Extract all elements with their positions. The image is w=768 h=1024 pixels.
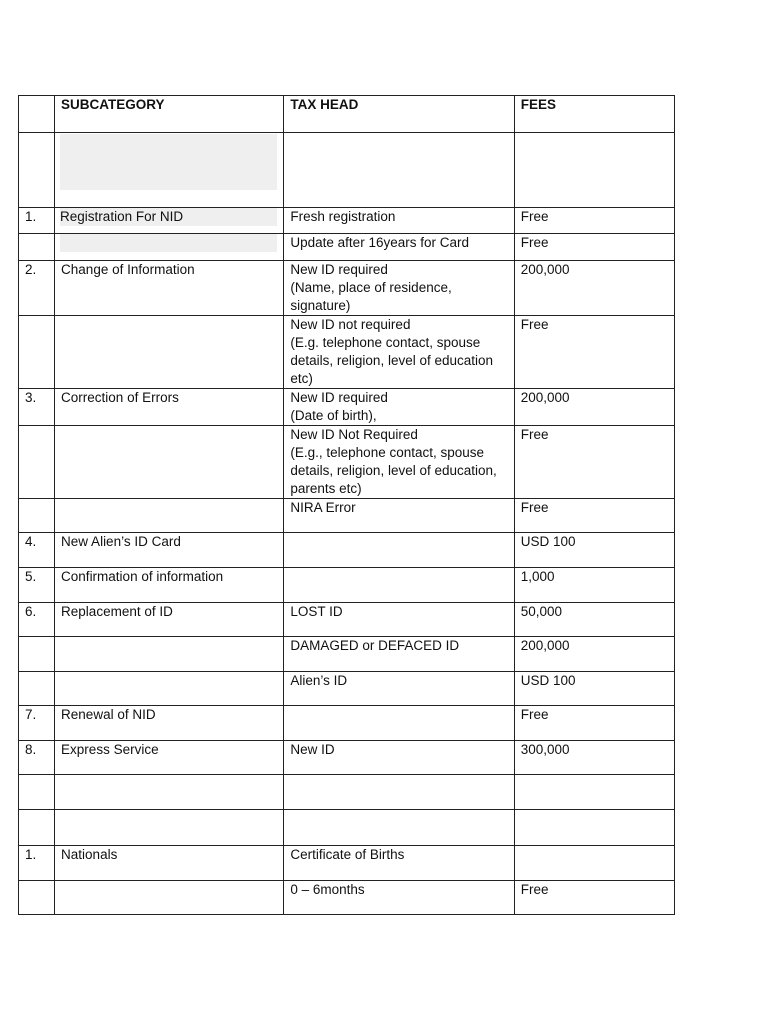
row-number: 4. — [19, 533, 55, 568]
tax-head-cell — [284, 133, 514, 208]
fee-cell: USD 100 — [514, 533, 674, 568]
subcategory-label: Registration For NID — [60, 208, 277, 226]
row-number: 5. — [19, 568, 55, 603]
tax-head-cell: Update after 16years for Card — [284, 234, 514, 261]
table-row — [19, 208, 675, 234]
table-row — [19, 637, 675, 672]
tax-head-cell — [284, 775, 514, 810]
section-heading-cell — [55, 133, 284, 208]
header-subcategory: SUBCATEGORY — [55, 96, 284, 133]
table-row — [19, 533, 675, 568]
fee-cell — [514, 810, 674, 846]
row-number: 2. — [19, 261, 55, 316]
subcategory-cell — [55, 426, 284, 499]
row-number — [19, 637, 55, 672]
row-number — [19, 775, 55, 810]
subcategory-cell: Change of Information — [55, 261, 284, 316]
row-number: 1. — [19, 846, 55, 881]
shaded-block — [60, 234, 277, 252]
fee-cell: 200,000 — [514, 637, 674, 672]
subcategory-cell: New Alien’s ID Card — [55, 533, 284, 568]
section-heading-cell — [55, 810, 284, 846]
fee-cell: Free — [514, 426, 674, 499]
row-number — [19, 881, 55, 915]
row-number — [19, 426, 55, 499]
tax-head-cell: 0 – 6months — [284, 881, 514, 915]
row-number — [19, 234, 55, 261]
row-number: 8. — [19, 741, 55, 775]
header-tax-head: TAX HEAD — [284, 96, 514, 133]
row-number: 1. — [19, 208, 55, 234]
subcategory-cell: Replacement of ID — [55, 603, 284, 637]
row-number — [19, 316, 55, 389]
table-row — [19, 741, 675, 775]
table-row — [19, 389, 675, 426]
table-row — [19, 775, 675, 810]
row-number — [19, 133, 55, 208]
table-row — [19, 706, 675, 741]
header-fees: FEES — [514, 96, 674, 133]
tax-head-cell: DAMAGED or DEFACED ID — [284, 637, 514, 672]
table-row — [19, 261, 675, 316]
fee-cell — [514, 846, 674, 881]
subcategory-cell: Renewal of NID — [55, 706, 284, 741]
subcategory-cell — [55, 881, 284, 915]
subcategory-cell — [55, 234, 284, 261]
subcategory-cell — [55, 316, 284, 389]
tax-head-cell — [284, 568, 514, 603]
fees-table — [18, 95, 675, 915]
table-row — [19, 499, 675, 533]
fee-cell: 1,000 — [514, 568, 674, 603]
fee-cell: Free — [514, 234, 674, 261]
table-row — [19, 133, 675, 208]
table-row — [19, 846, 675, 881]
fee-cell — [514, 133, 674, 208]
fee-cell: 200,000 — [514, 389, 674, 426]
row-number — [19, 499, 55, 533]
row-number: 7. — [19, 706, 55, 741]
tax-head-cell: Fresh registration — [284, 208, 514, 234]
subcategory-cell: Nationals — [55, 846, 284, 881]
table-row — [19, 316, 675, 389]
subcategory-cell — [55, 775, 284, 810]
tax-head-cell — [284, 706, 514, 741]
subcategory-cell — [55, 499, 284, 533]
row-number: 3. — [19, 389, 55, 426]
row-number: 6. — [19, 603, 55, 637]
table-row — [19, 881, 675, 915]
header-number — [19, 96, 55, 133]
table-row — [19, 672, 675, 706]
tax-head-cell: New ID required (Date of birth), — [284, 389, 514, 426]
tax-head-cell: Certificate of Births — [284, 846, 514, 881]
subcategory-cell — [55, 637, 284, 672]
tax-head-cell: New ID required (Name, place of residence, signature) — [284, 261, 514, 316]
tax-head-cell — [284, 533, 514, 568]
table-row — [19, 234, 675, 261]
table-row — [19, 426, 675, 499]
fee-cell: Free — [514, 499, 674, 533]
fee-cell — [514, 775, 674, 810]
row-number — [19, 810, 55, 846]
table-row — [19, 603, 675, 637]
row-number — [19, 672, 55, 706]
subcategory-cell: Correction of Errors — [55, 389, 284, 426]
subcategory-cell — [55, 208, 284, 234]
fee-cell: 50,000 — [514, 603, 674, 637]
fee-cell: USD 100 — [514, 672, 674, 706]
fee-cell: Free — [514, 881, 674, 915]
tax-head-cell: LOST ID — [284, 603, 514, 637]
table-row — [19, 810, 675, 846]
fee-cell: Free — [514, 208, 674, 234]
tax-head-cell: NIRA Error — [284, 499, 514, 533]
tax-head-cell: Alien’s ID — [284, 672, 514, 706]
subcategory-cell: Express Service — [55, 741, 284, 775]
table-row — [19, 568, 675, 603]
tax-head-cell: New ID Not Required (E.g., telephone contact, spouse details, religion, level of education, parents etc) — [284, 426, 514, 499]
subcategory-cell: Confirmation of information — [55, 568, 284, 603]
fee-cell: Free — [514, 316, 674, 389]
fee-cell: 200,000 — [514, 261, 674, 316]
tax-head-cell: New ID not required (E.g. telephone contact, spouse details, religion, level of education etc) — [284, 316, 514, 389]
fee-cell: Free — [514, 706, 674, 741]
subcategory-cell — [55, 672, 284, 706]
table-header-row — [19, 96, 675, 133]
tax-head-cell: New ID — [284, 741, 514, 775]
tax-head-cell — [284, 810, 514, 846]
fee-cell: 300,000 — [514, 741, 674, 775]
shaded-block — [60, 134, 277, 190]
